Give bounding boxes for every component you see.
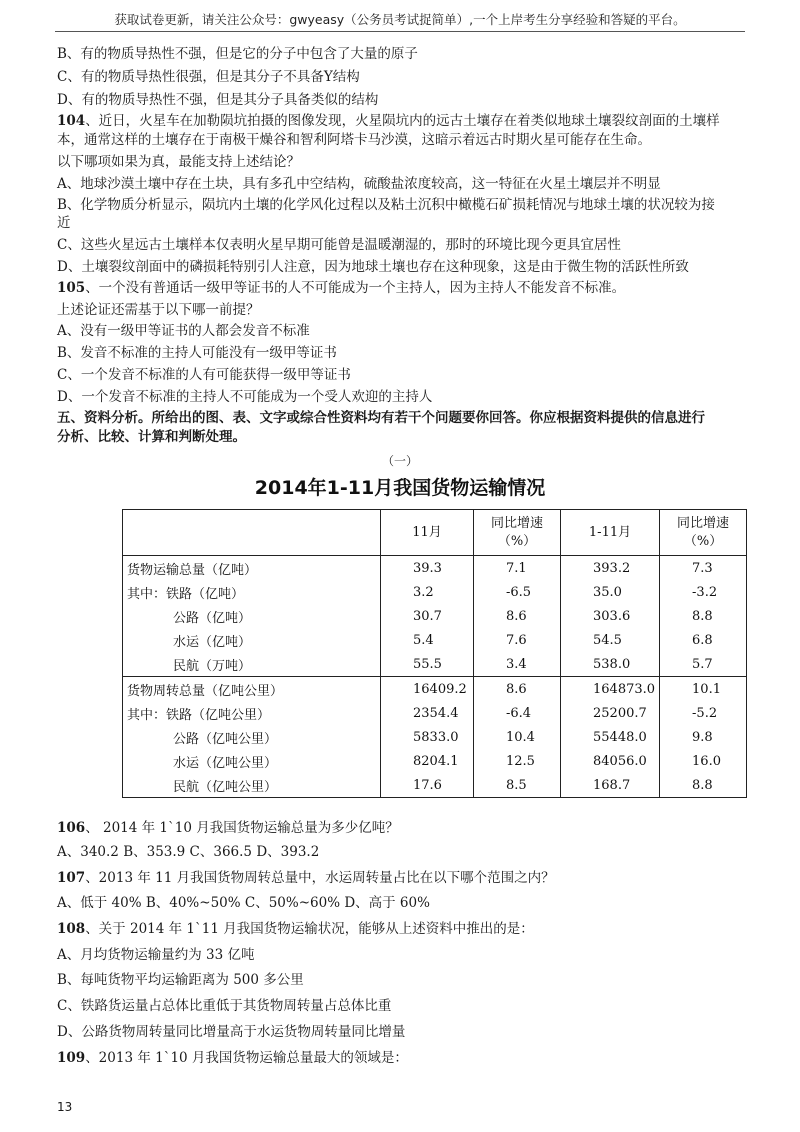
table-cell: 7.3 xyxy=(660,556,747,581)
row-label: 民航（亿吨公里） xyxy=(123,773,381,798)
table-row xyxy=(123,701,747,725)
table-cell: -3.2 xyxy=(660,580,747,604)
q105-option-c: C、一个发音不标准的人有可能获得一级甲等证书 xyxy=(57,367,351,383)
q108-option-a: A、月均货物运输量约为 33 亿吨 xyxy=(57,947,255,963)
table-cell: 84056.0 xyxy=(561,749,660,773)
q103-option-c: C、有的物质导热性很强，但是其分子不具备Y结构 xyxy=(57,69,360,85)
q106-stem xyxy=(57,819,399,837)
header-cell-jan-nov: 1-11月 xyxy=(561,510,660,556)
q104-stem-text: 、近日，火星车在加勒陨坑拍摄的图像发现，火星陨坑内的远古土壤存在着类似地球土壤裂纹剖面的土壤样 xyxy=(85,113,720,129)
table-row xyxy=(123,749,747,773)
table-cell: 10.4 xyxy=(474,725,561,749)
row-label: 水运（亿吨） xyxy=(123,628,381,652)
q108-option-c: C、铁路货运量占总体比重低于其货物周转量占总体比重 xyxy=(57,998,392,1014)
row-label: 其中：铁路（亿吨） xyxy=(123,580,381,604)
table-cell: 3.2 xyxy=(381,580,474,604)
q107-options: A、低于 40% B、40%~50% C、50%~60% D、高于 60% xyxy=(57,895,430,911)
q108-number: 108 xyxy=(57,921,86,937)
q103-option-b: B、有的物质导热性不强，但是它的分子中包含了大量的原子 xyxy=(57,46,418,62)
q104-stem-1 xyxy=(57,112,720,130)
row-label: 水运（亿吨公里） xyxy=(123,749,381,773)
table-row xyxy=(123,604,747,628)
freight-table xyxy=(122,509,747,798)
table-cell: 12.5 xyxy=(474,749,561,773)
table-row xyxy=(123,725,747,749)
table-cell: 8.6 xyxy=(474,604,561,628)
q105-question: 上述论证还需基于以下哪一前提？ xyxy=(57,302,260,318)
table-row xyxy=(123,773,747,798)
table-row xyxy=(123,652,747,677)
q104-option-c: C、这些火星远古土壤样本仅表明火星早期可能曾是温暖潮湿的，那时的环境比现今更具宜居性 xyxy=(57,237,621,253)
q104-option-a: A、地球沙漠土壤中存在土块，具有多孔中空结构，硫酸盐浓度较高，这一特征在火星土壤层并不明显 xyxy=(57,176,661,192)
q107-stem xyxy=(57,869,555,887)
table-row xyxy=(123,628,747,652)
table-cell: 5.4 xyxy=(381,628,474,652)
table-cell: 8.5 xyxy=(474,773,561,798)
row-label: 货物周转总量（亿吨公里） xyxy=(123,677,381,702)
q106-number: 106 xyxy=(57,820,86,836)
row-label: 其中：铁路（亿吨公里） xyxy=(123,701,381,725)
q105-option-a: A、没有一级甲等证书的人都会发音不标准 xyxy=(57,323,310,339)
table-cell: 39.3 xyxy=(381,556,474,581)
part-label: （一） xyxy=(381,454,418,468)
header-cell-yoy-nov: 同比增速 （%） xyxy=(474,510,561,556)
q104-number: 104 xyxy=(57,113,86,129)
freight-turnover-group xyxy=(123,677,747,798)
q108-text: 、关于 2014 年 1`11 月我国货物运输状况，能够从上述资料中推出的是： xyxy=(85,921,534,937)
table-cell: 25200.7 xyxy=(561,701,660,725)
q105-option-d: D、一个发音不标准的主持人不可能成为一个受人欢迎的主持人 xyxy=(57,389,433,405)
table-cell: 54.5 xyxy=(561,628,660,652)
q106-text: 、 2014 年 1`10 月我国货物运输总量为多少亿吨？ xyxy=(85,820,399,836)
table-cell: 5.7 xyxy=(660,652,747,677)
header-cell-nov: 11月 xyxy=(381,510,474,556)
table-cell: 393.2 xyxy=(561,556,660,581)
table-cell: 5833.0 xyxy=(381,725,474,749)
table-cell: -6.4 xyxy=(474,701,561,725)
table-cell: 9.8 xyxy=(660,725,747,749)
table-cell: 8.8 xyxy=(660,773,747,798)
q104-option-b-cont: 近 xyxy=(57,215,71,231)
q103-option-d: D、有的物质导热性不强，但是其分子具备类似的结构 xyxy=(57,92,379,108)
q104-question: 以下哪项如果为真，最能支持上述结论？ xyxy=(57,154,300,170)
table-cell: 35.0 xyxy=(561,580,660,604)
table-header-row xyxy=(123,510,747,556)
table-cell: 7.6 xyxy=(474,628,561,652)
table-cell: -5.2 xyxy=(660,701,747,725)
table-cell: 55448.0 xyxy=(561,725,660,749)
row-label: 公路（亿吨公里） xyxy=(123,725,381,749)
table-row xyxy=(123,580,747,604)
table-cell: 55.5 xyxy=(381,652,474,677)
table-cell: 6.8 xyxy=(660,628,747,652)
page-number: 13 xyxy=(57,1100,73,1114)
q105-stem-text: 、一个没有普通话一级甲等证书的人不可能成为一个主持人，因为主持人不能发音不标准。 xyxy=(85,280,626,296)
row-label: 货物运输总量（亿吨） xyxy=(123,556,381,581)
q105-number: 105 xyxy=(57,280,86,296)
table-cell: 2354.4 xyxy=(381,701,474,725)
table-cell: 7.1 xyxy=(474,556,561,581)
q104-option-d: D、土壤裂纹剖面中的磷损耗特别引人注意，因为地球土壤也存在这种现象，这是由于微生物的活跃性所致 xyxy=(57,259,689,275)
table-cell: 168.7 xyxy=(561,773,660,798)
table-cell: 16409.2 xyxy=(381,677,474,702)
q109-number: 109 xyxy=(57,1050,86,1066)
table-title: 2014年1-11月我国货物运输情况 xyxy=(254,477,546,499)
table-cell: 30.7 xyxy=(381,604,474,628)
table-cell: 10.1 xyxy=(660,677,747,702)
q104-option-b: B、化学物质分析显示，陨坑内土壤的化学风化过程以及粘土沉积中橄榄石矿损耗情况与地球土壤的状况较为接 xyxy=(57,197,715,213)
q107-text: 、2013 年 11 月我国货物周转总量中，水运周转量占比在以下哪个范围之内？ xyxy=(85,870,555,886)
q104-stem-2: 本，通常这样的土壤存在于南极干燥谷和智利阿塔卡马沙漠，这暗示着远古时期火星可能存在生命。 xyxy=(57,132,651,148)
header-cell-yoy-jan-nov: 同比增速 （%） xyxy=(660,510,747,556)
q108-option-d: D、公路货物周转量同比增量高于水运货物周转量同比增量 xyxy=(57,1024,406,1040)
table-row xyxy=(123,677,747,702)
q108-option-b: B、每吨货物平均运输距离为 500 多公里 xyxy=(57,972,304,988)
table-row xyxy=(123,556,747,581)
table-cell: 8.6 xyxy=(474,677,561,702)
header-rule xyxy=(55,31,745,32)
q105-stem xyxy=(57,279,625,297)
q108-stem xyxy=(57,920,534,938)
table-cell: 303.6 xyxy=(561,604,660,628)
section5-heading-1: 五、资料分析。所给出的图、表、文字或综合性资料均有若干个问题要你回答。你应根据资料提供的信息进行 xyxy=(57,410,705,426)
table-cell: 164873.0 xyxy=(561,677,660,702)
section5-heading-2: 分析、比较、计算和判断处理。 xyxy=(57,429,246,445)
q109-text: 、2013 年 1`10 月我国货物运输总量最大的领域是： xyxy=(85,1050,408,1066)
header-cell-empty xyxy=(123,510,381,556)
q105-option-b: B、发音不标准的主持人可能没有一级甲等证书 xyxy=(57,345,337,361)
q106-options: A、340.2 B、353.9 C、366.5 D、393.2 xyxy=(57,844,320,860)
table-cell: 538.0 xyxy=(561,652,660,677)
table-cell: 8.8 xyxy=(660,604,747,628)
table-cell: -6.5 xyxy=(474,580,561,604)
table-cell: 8204.1 xyxy=(381,749,474,773)
row-label: 民航（万吨） xyxy=(123,652,381,677)
q107-number: 107 xyxy=(57,870,86,886)
freight-volume-group xyxy=(123,556,747,677)
table-cell: 16.0 xyxy=(660,749,747,773)
table-cell: 3.4 xyxy=(474,652,561,677)
page-header: 获取试卷更新，请关注公众号：gwyeasy（公务员考试捉简单）,一个上岸考生分享经验和答疑的平台。 xyxy=(114,12,686,27)
q109-stem xyxy=(57,1049,408,1067)
table-cell: 17.6 xyxy=(381,773,474,798)
row-label: 公路（亿吨） xyxy=(123,604,381,628)
